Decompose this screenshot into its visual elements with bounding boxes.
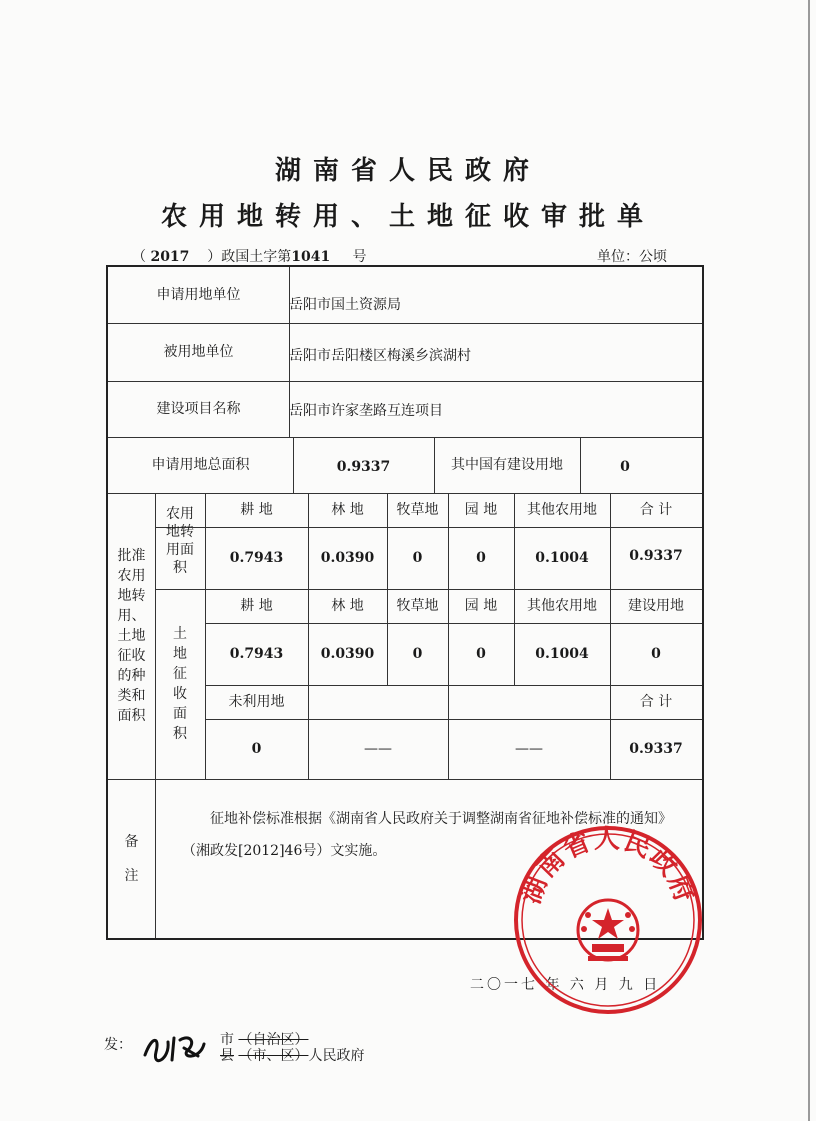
send-label: 发：: [104, 1037, 132, 1053]
conv-header-other: 其他农用地: [527, 501, 597, 518]
conv-header-total: 合 计: [639, 501, 673, 518]
conv-value-garden: 0: [476, 549, 486, 566]
page-title: 湖南省人民政府: [274, 156, 541, 186]
exp-total-value: 0.9337: [629, 740, 683, 757]
doc-number: 1041: [291, 249, 331, 265]
page-subtitle: 农用地转用、土地征收审批单: [160, 202, 655, 232]
conv-value-total: 0.9337: [629, 547, 683, 564]
conv-value-other: 0.1004: [535, 549, 589, 566]
unused-value: 0: [251, 740, 262, 757]
exp-value-cultivated: 0.7943: [229, 645, 284, 662]
exp-header-construction: 建设用地: [628, 597, 684, 614]
national-emblem-icon: [578, 900, 638, 961]
doc-prefix: ）政国土字第: [207, 249, 292, 265]
conv-value-forest: 0.0390: [320, 549, 375, 566]
handwritten-signature: [140, 1030, 208, 1066]
state-land-value: 0: [620, 458, 630, 475]
conv-header-forest: 林 地: [331, 501, 364, 518]
exp-value-garden: 0: [476, 645, 486, 662]
project-value: 岳阳市许家垄路互连项目: [289, 402, 443, 419]
exp-value-grassland: 0: [412, 645, 423, 662]
city-label: 市: [220, 1032, 234, 1048]
exp-total-label: 合 计: [639, 693, 673, 710]
state-land-label: 其中国有建设用地: [451, 456, 563, 473]
remark-text: 征地补偿标准根据《湖南省人民政府关于调整湖南省征地补偿标准的通知》（湘政发[2012]46号）文实施。: [182, 811, 672, 859]
conv-header-cultivated: 耕 地: [240, 501, 273, 518]
official-seal: [510, 822, 706, 1018]
exp-value-other: 0.1004: [535, 645, 589, 662]
conv-header-grassland: 牧草地: [396, 501, 439, 518]
gov-suffix: 人民政府: [308, 1048, 365, 1064]
exp-header-cultivated: 耕 地: [240, 597, 273, 614]
dash-2: ——: [515, 740, 543, 757]
county-alt: （市、区）: [238, 1048, 309, 1064]
exp-header-grassland: 牧草地: [396, 597, 439, 614]
unit-label: 单位：公顷: [597, 249, 667, 265]
conv-value-grassland: 0: [412, 549, 423, 566]
used-unit-label: 被用地单位: [163, 343, 234, 360]
remark-label: 备注: [124, 833, 139, 884]
county-label: 县: [220, 1048, 234, 1064]
conversion-label: 农用地转用面积: [166, 506, 194, 576]
dash-1: ——: [364, 740, 392, 757]
exp-value-forest: 0.0390: [320, 645, 375, 662]
doc-suffix: 号: [352, 249, 367, 265]
total-area-label: 申请用地总面积: [151, 456, 250, 473]
expropriation-label: 土地征收面积: [173, 626, 187, 742]
doc-year: 2017: [150, 249, 190, 265]
section-label: 批准农用地转用、土地征收的种类和面积: [117, 548, 146, 724]
recipient-gov: [220, 1032, 364, 1064]
used-unit-value: 岳阳市岳阳楼区梅溪乡滨湖村: [289, 347, 471, 364]
seal-text: 湖南省人民政府: [516, 824, 700, 908]
document-number: （ 2017 ）政国土字第1041 号: [132, 249, 367, 265]
conv-header-garden: 园 地: [464, 501, 498, 518]
exp-header-forest: 林 地: [331, 597, 364, 614]
exp-header-other: 其他农用地: [527, 597, 597, 614]
exp-value-construction: 0: [651, 645, 661, 662]
city-alt: （自治区）: [238, 1032, 309, 1048]
project-label: 建设项目名称: [156, 400, 241, 417]
conv-value-cultivated: 0.7943: [229, 549, 284, 566]
svg-text:湖南省人民政府: [516, 824, 700, 907]
applicant-label: 申请用地单位: [156, 286, 241, 303]
applicant-value: 岳阳市国土资源局: [289, 296, 401, 313]
unused-label: 未利用地: [228, 693, 285, 710]
exp-header-garden: 园 地: [464, 597, 498, 614]
issue-date: 二〇一七 年 六 月 九 日: [470, 977, 661, 993]
total-area-value: 0.9337: [336, 458, 391, 475]
